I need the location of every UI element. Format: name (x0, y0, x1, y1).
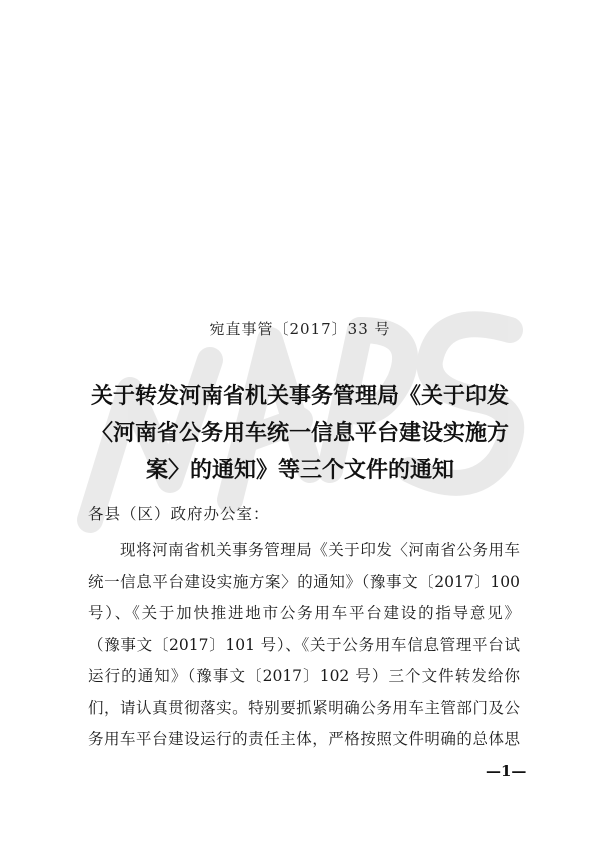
body-line-5: 运行的通知》（豫事文〔2017〕102 号）三个文件转发给你 (88, 667, 520, 685)
body-line-3: 号）、《关于加快推进地市公务用车平台建设的指导意见》 (88, 604, 520, 622)
body-line-2: 统一信息平台建设实施方案〉的通知》（豫事文〔2017〕100 (88, 572, 520, 591)
body-line-4: （豫事文〔2017〕101 号）、《关于公务用车信息管理平台试 (88, 635, 520, 654)
title-line-2: 〈河南省公务用车统一信息平台建设实施方 (90, 421, 509, 446)
title-line-3: 案〉的通知》等三个文件的通知 (145, 458, 454, 483)
document-number: 宛直事管〔2017〕33 号 (209, 320, 391, 338)
salutation: 各县（区）政府办公室： (88, 505, 270, 523)
body-paragraph (88, 535, 520, 756)
body-line-6: 们，请认真贯彻落实。特别要抓紧明确公务用车主管部门及公 (88, 698, 520, 717)
title-line-1: 关于转发河南省机关事务管理局《关于印发 (90, 384, 509, 409)
body-line-7: 务用车平台建设运行的责任主体，严格按照文件明确的总体思 (88, 730, 520, 748)
body-line-1: 现将河南省机关事务管理局《关于印发〈河南省公务用车 (88, 541, 520, 559)
page-number: —1— (486, 762, 527, 780)
document-title (80, 378, 520, 489)
